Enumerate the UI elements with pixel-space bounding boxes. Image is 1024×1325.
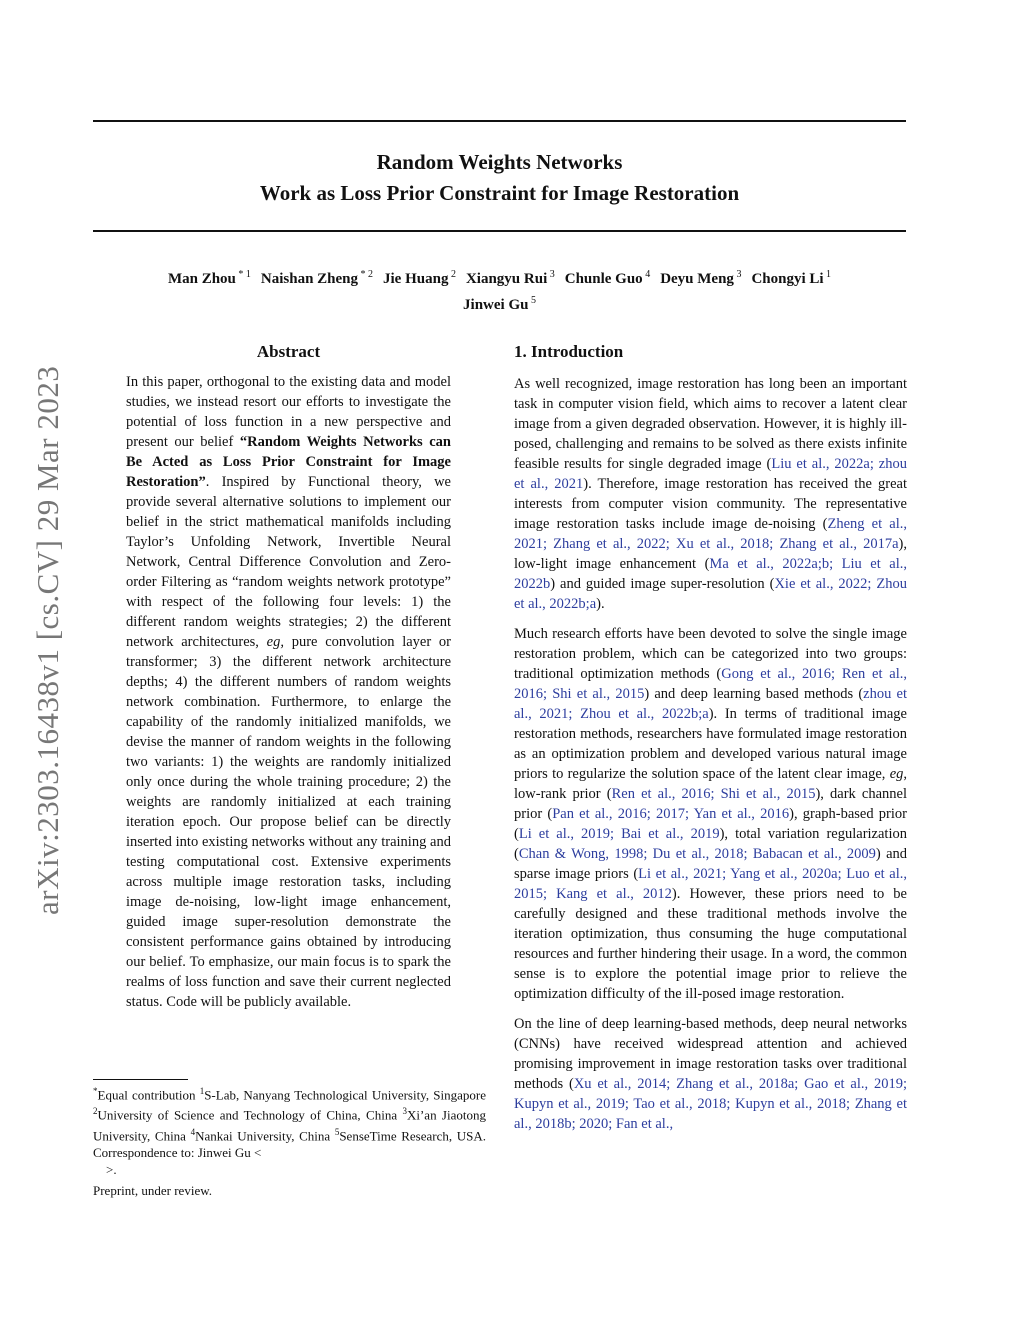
title-bottom-rule — [93, 230, 906, 232]
citation-link[interactable]: Chan & Wong, 1998; Du et al., 2018; Babacan et al., 2009 — [518, 846, 876, 862]
author-name: Jie Huang $^2$ — [383, 269, 456, 287]
title-line-1: Random Weights Networks — [376, 150, 623, 174]
author-list — [93, 264, 906, 316]
introduction-heading: 1. Introduction — [514, 342, 624, 361]
citation-link[interactable]: Xu et al., 2014; Zhang et al., 2018a; Gao et al., 2019; Kupyn et al., 2019; Tao et al., 2018; Kupyn et al., 2018; Zhang et al., 2018b; 2020; Fan et al., — [514, 1076, 908, 1132]
citation-link[interactable]: Gong et al., 2016; Ren et al., 2016; Shi et al., 2015 — [514, 666, 907, 702]
footnote-rule — [93, 1079, 188, 1080]
author-name: Jinwei Gu $^5$ — [463, 295, 536, 313]
citation-link[interactable]: Xie et al., 2022; Zhou et al., 2022b;a — [514, 576, 907, 612]
citation-link[interactable]: Ren et al., 2016; Shi et al., 2015 — [611, 786, 816, 802]
author-name: Chongyi Li $^1$ — [751, 269, 832, 287]
abstract-heading: Abstract — [256, 342, 321, 361]
intro-paragraph-3: On the line of deep learning-based methods, deep neural networks (CNNs) have received widespread attention and achieved promising improvement in image restoration tasks over traditional methods (Xu et al., 2014; Zhang et al., 2018a; Gao et al., 2019; Kupyn et al., 2019; Tao et al., 2018; Kupyn et al., 2018; Zhang et al., 2018b; 2020; Fan et al., — [514, 1016, 908, 1132]
abstract-section — [126, 340, 451, 1012]
abstract-belief: “Random Weights Networks can Be Acted as Loss Prior Constraint for Image Restoration” — [126, 434, 451, 490]
citation-link[interactable]: Liu et al., 2022a; zhou et al., 2021 — [514, 456, 907, 492]
citation-link[interactable]: Li et al., 2019; Bai et al., 2019 — [518, 826, 720, 842]
top-rule — [93, 120, 906, 122]
author-name: Xiangyu Rui $^3$ — [465, 269, 555, 287]
preprint-note: Preprint, under review. — [93, 1183, 213, 1198]
intro-paragraph-1: As well recognized, image restoration has long been an important task in computer vision field, which aims to recover a latent clear image from a given degraded observation. However, it is highly ill-posed, challenging and remains to be solved as there exists infinite feasible results for single degraded image (Liu et al., 2022a; zhou et al., 2021). Therefore, image restoration has received the great interests from computer vision community. The representative image restoration tasks include image de-noising (Zheng et al., 2021; Zhang et al., 2022; Xu et al., 2018; Zhang et al., 2017a), low-light image enhancement (Ma et al., 2022a;b; Liu et al., 2022b) and guided image super-resolution (Xie et al., 2022; Zhou et al., 2022b;a). — [514, 376, 907, 612]
citation-link[interactable]: zhou et al., 2021; Zhou et al., 2022b;a — [514, 686, 908, 722]
abstract-text: In this paper, orthogonal to the existing data and model studies, we instead resort our efforts to investigate the potential of loss function in a new perspective and present our belief “Random Weights Networks can Be Acted as Loss Prior Constraint for Image Restoration”. Inspired by Functional theory, we provide several alternative solutions to implement our belief in the strict mathematical manifolds including Taylor’s Unfolding Network, Invertible Neural Network, Central Difference Convolution and Zero-order Filtering as “random weights network prototype” with respect of the following four levels: 1) the different random weights strategies; 2) the different network architectures, eg, pure convolution layer or transformer; 3) the different network architecture depths; 4) the different numbers of random weights network combination. Furthermore, to enlarge the capability of the randomly initialized manifolds, we devise the manner of random weights in the following two variants: 1) the weights are randomly initialized only once during the whole training procedure; 2) the weights are randomly initialized at each training iteration epoch. Our propose belief can be directly inserted into existing networks without any training and testing computational cost. Extensive experiments across multiple image restoration tasks, including image de-noising, low-light image enhancement, guided image super-resolution demonstrate the consistent performance gains obtained by introducing our belief. To emphasize, our main focus is to spark the realms of loss function and save their current neglected status. Code will be publicly available. — [126, 374, 451, 1010]
introduction-section — [514, 340, 907, 1144]
citation-link[interactable]: Zheng et al., 2021; Zhang et al., 2022; Xu et al., 2018; Zhang et al., 2017a — [514, 516, 907, 552]
author-name: Deyu Meng $^3$ — [660, 269, 742, 287]
title-line-2: Work as Loss Prior Constraint for Image Restoration — [259, 181, 740, 205]
author-name: Naishan Zheng $^{* 2}$ — [260, 269, 374, 287]
paper-title — [93, 147, 906, 209]
citation-link[interactable]: Li et al., 2021; Yang et al., 2020a; Luo et al., 2015; Kang et al., 2012 — [514, 866, 907, 902]
footnote: *Equal contribution $^1$S-Lab, Nanyang Technological University, Singapore $^2$University of Science and Technology of China, China $^3$Xi’an Jiaotong University, China $^4$Nankai University, China $^5$SenseTime Research, USA. Correspondence to: Jinwei Gu < >. — [93, 1086, 486, 1177]
citation-link[interactable]: Ma et al., 2022a;b; Liu et al., 2022b — [514, 556, 907, 592]
citation-link[interactable]: Pan et al., 2016; 2017; Yan et al., 2016 — [552, 806, 790, 822]
intro-paragraph-2: Much research efforts have been devoted to solve the single image restoration problem, which can be categorized into two groups: traditional optimization methods (Gong et al., 2016; Ren et al., 2016; Shi et al., 2015) and deep learning based methods (zhou et al., 2021; Zhou et al., 2022b;a). In terms of traditional image restoration methods, researchers have formulated image restoration as an optimization problem and developed various natural image priors to regularize the solution space of the latent clear image, eg, low-rank prior (Ren et al., 2016; Shi et al., 2015), dark channel prior (Pan et al., 2016; 2017; Yan et al., 2016), graph-based prior (Li et al., 2019; Bai et al., 2019), total variation regularization (Chan & Wong, 1998; Du et al., 2018; Babacan et al., 2009) and sparse image priors (Li et al., 2021; Yang et al., 2020a; Luo et al., 2015; Kang et al., 2012). However, these priors need to be carefully designed and these traditional methods involve the iteration optimization, thus consuming the huge computational resources and further hindering their usage. In a word, the common sense is to explore the potential image prior to relieve the optimization difficulty of the ill-posed image restoration. — [514, 626, 908, 1002]
author-name: Chunle Guo $^4$ — [564, 269, 651, 287]
arxiv-stamp: arXiv:2303.16438v1 [cs.CV] 29 Mar 2023 — [30, 365, 65, 915]
author-name: Man Zhou $^{* 1}$ — [167, 269, 251, 287]
